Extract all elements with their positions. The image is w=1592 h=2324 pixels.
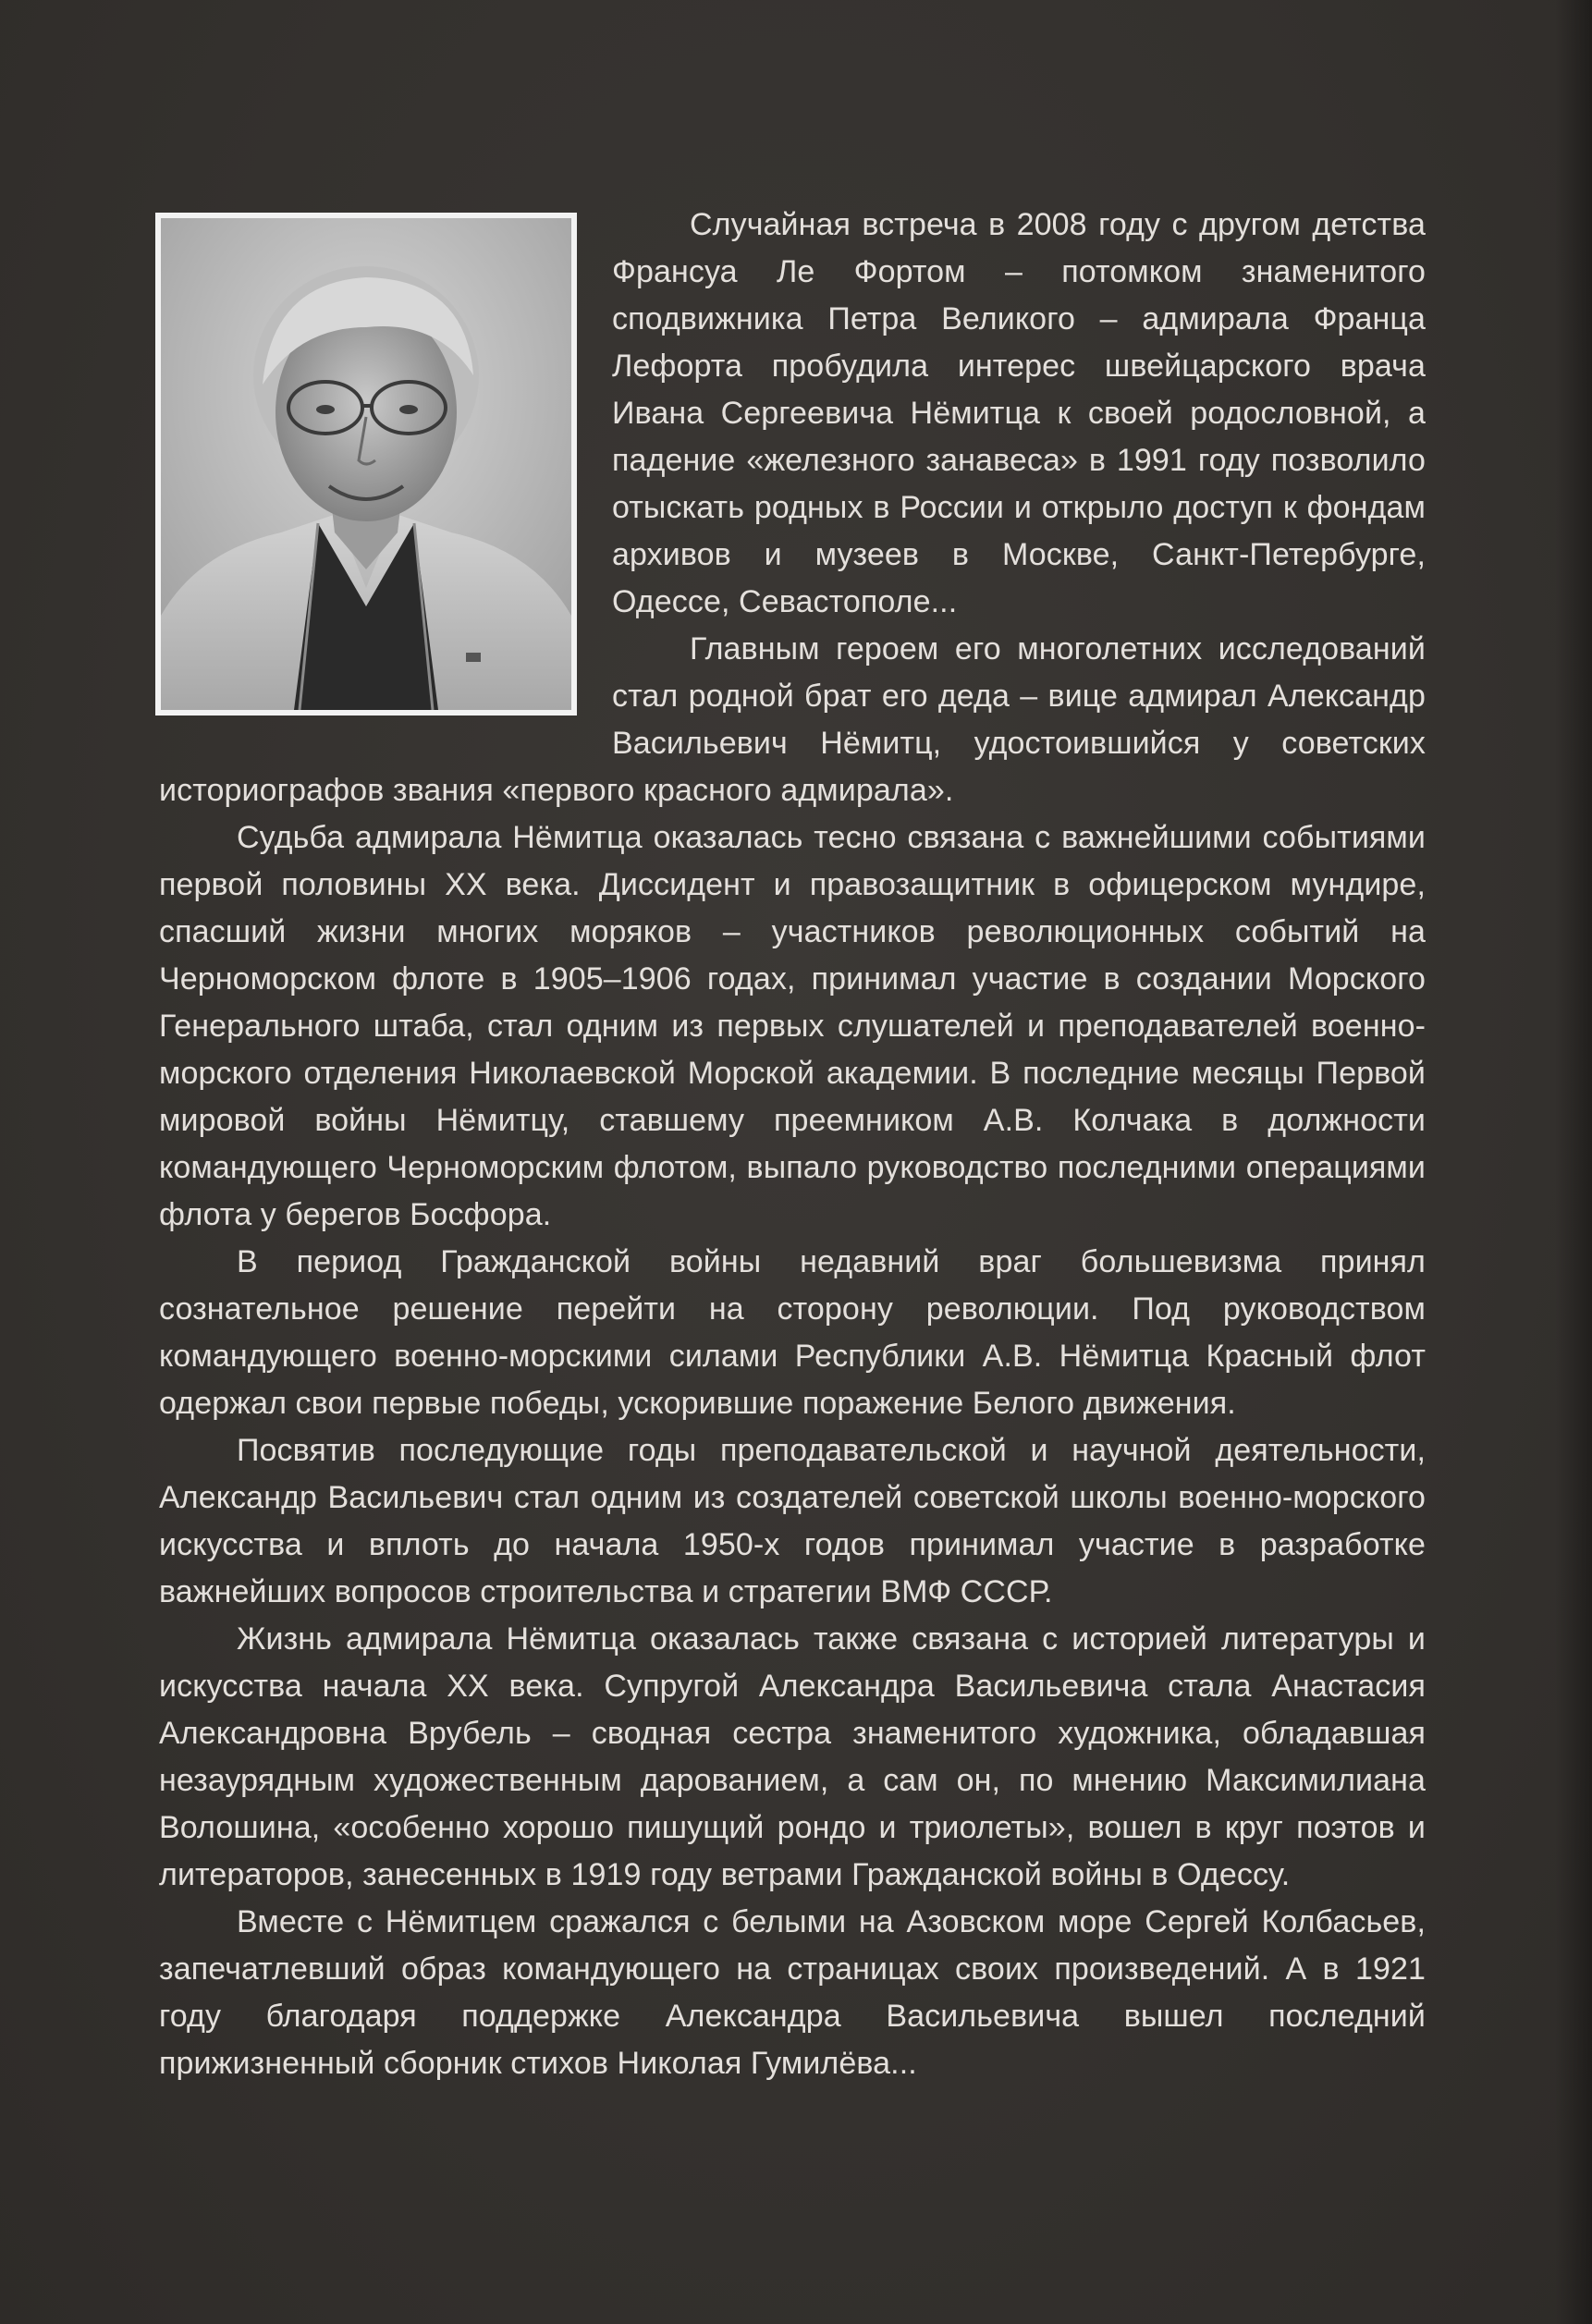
paragraph-3: Судьба адмирала Нёмитца оказалась тесно связана с важнейшими событиями первой половины XX века. Диссидент и правозащитник в офицерском мундире, спасший жизни многих моряков – участников революционных событий на Черноморском флоте в 1905–1906 годах, принимал участие в создании Морского Генерального штаба, стал одним из первых слушателей и преподавателей военно-морского отделения Николаевской Морской академии. В последние месяцы Первой мировой войны Нёмитцу, ставшему преемником А.В. Колчака в должности командующего Черноморским флотом, выпало руководство последними операциями флота у берегов Босфора.: [159, 820, 1426, 1232]
annotation-text: [159, 202, 1426, 2087]
paragraph-5: Посвятив последующие годы преподавательской и научной деятельности, Александр Васильевич стал одним из создателей советской школы военно-морского искусства и вплоть до начала 1950-х годов принимал участие в разработке важнейших вопросов строительства и стратегии ВМФ СССР.: [159, 1433, 1426, 1609]
photo-spacer: [159, 202, 612, 747]
paragraph-1: Случайная встреча в 2008 году с другом детства Франсуа Ле Фортом – потомком знаменитого сподвижника Петра Великого – адмирала Франца Лефорта пробудила интерес швейцарского врача Ивана Сергеевича Нёмитца к своей родословной, а падение «железного занавеса» в 1991 году позволило отыскать родных в России и открыло доступ к фондам архивов и музеев в Москве, Санкт-Петербурге, Одессе, Севастополе...: [612, 207, 1426, 619]
paragraph-6: Жизнь адмирала Нёмитца оказалась также связана с историей литературы и искусства начала XX века. Супругой Александра Васильевича стала Анастасия Александровна Врубель – сводная сестра знаменитого художника, обладавшая незаурядным художественным дарованием, а сам он, по мнению Максимилиана Волошина, «особенно хорошо пишущий рондо и триолеты», вошел в круг поэтов и литераторов, занесенных в 1919 году ветрами Гражданской войны в Одессу.: [159, 1621, 1426, 1892]
paragraph-7: Вместе с Нёмитцем сражался с белыми на Азовском море Сергей Колбасьев, запечатлевший образ командующего на страницах своих произведений. А в 1921 году благодаря поддержке Александра Васильевича вышел последний прижизненный сборник стихов Николая Гумилёва...: [159, 1904, 1426, 2081]
paragraph-2: Главным героем его многолетних исследований стал родной брат его деда – вице адмирал Александр Васильевич Нёмитц, удостоившийся у советских историографов звания «первого красного адмирала».: [159, 631, 1426, 808]
paragraph-4: В период Гражданской войны недавний враг большевизма принял сознательное решение перейти на сторону революции. Под руководством командующего военно-морскими силами Республики А.В. Нёмитца Красный флот одержал свои первые победы, ускорившие поражение Белого движения.: [159, 1244, 1426, 1421]
